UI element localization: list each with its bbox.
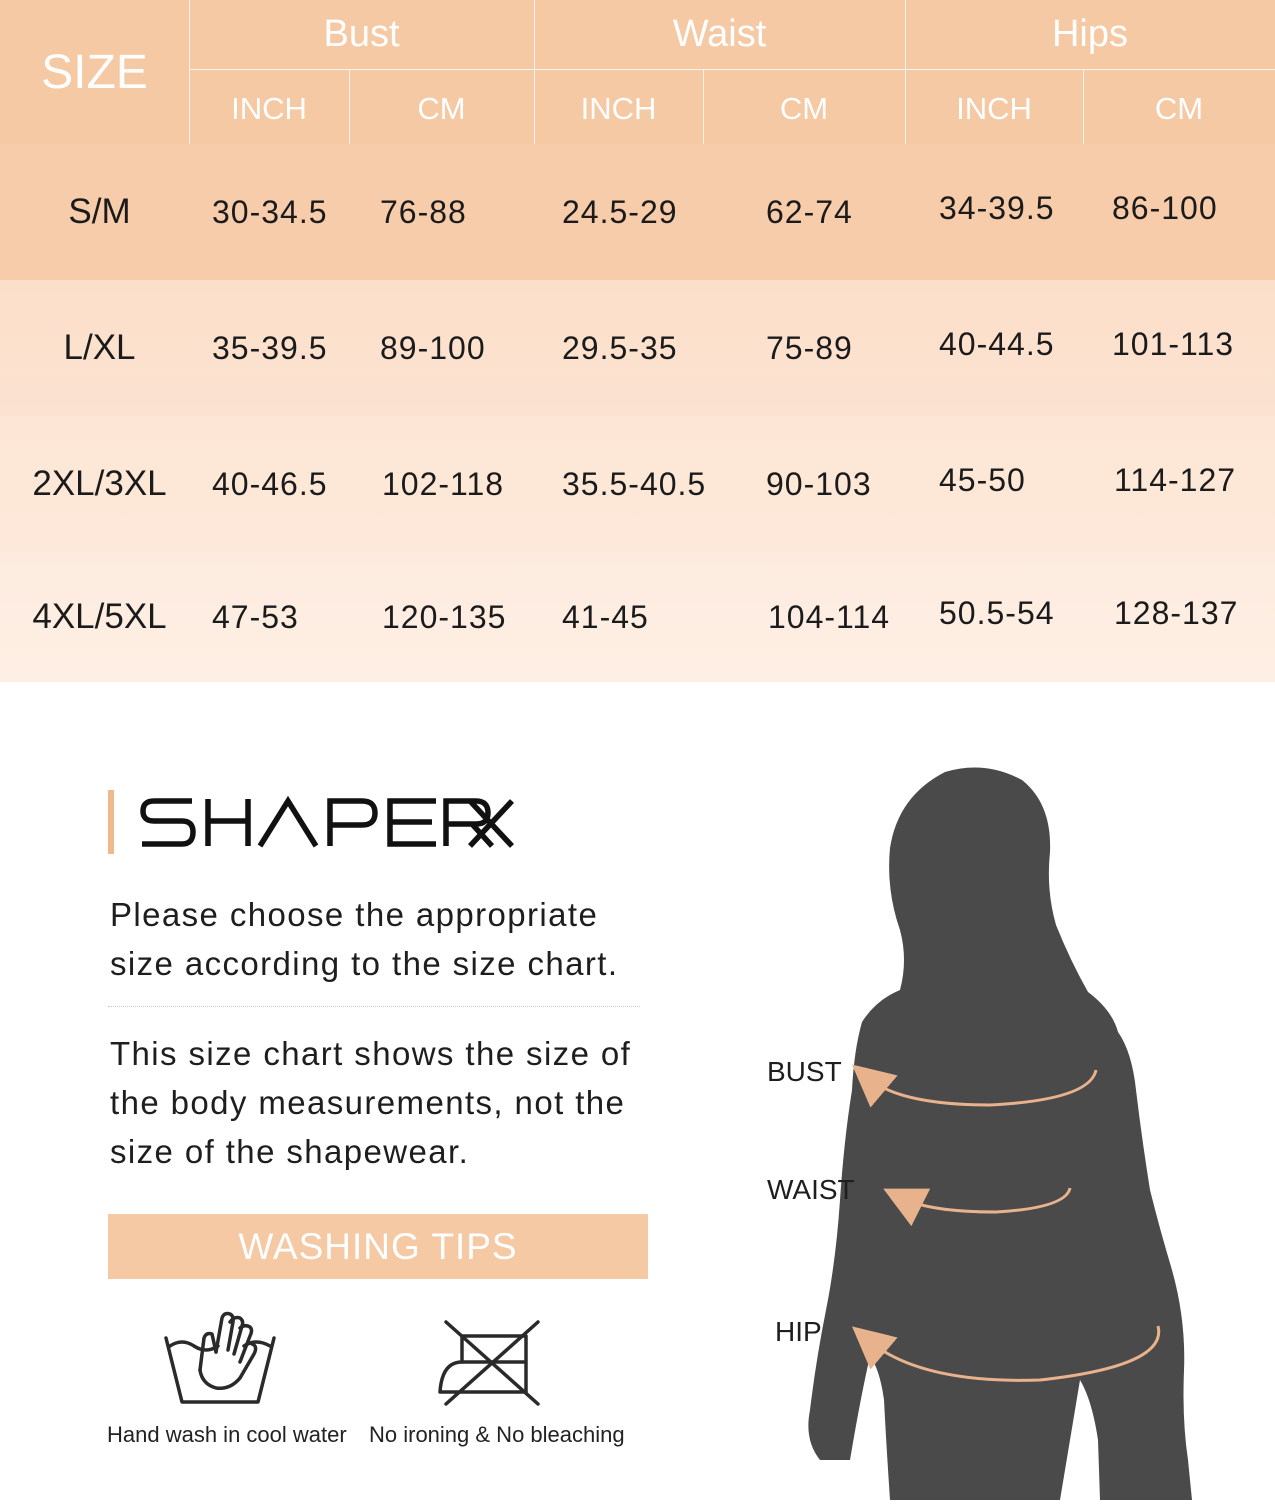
size-cell: S/M xyxy=(68,192,131,231)
no-iron-icon xyxy=(434,1318,544,1408)
group-header-bust: Bust xyxy=(323,12,400,55)
unit-header-waist-cm: CM xyxy=(779,91,829,126)
measurement-note-text: This size chart shows the size of the body measurements, not the size of the shapewear. xyxy=(110,1035,632,1170)
size-column-header: SIZE xyxy=(41,45,148,99)
waist-inch-cell: 29.5-35 xyxy=(562,329,678,366)
unit-header-waist-inch: INCH xyxy=(580,91,657,126)
size-cell: L/XL xyxy=(63,328,136,367)
waist-inch-cell: 24.5-29 xyxy=(562,193,678,230)
table-row xyxy=(0,416,1275,552)
bust-cm-cell: 102-118 xyxy=(382,465,505,502)
size-cell: 2XL/3XL xyxy=(32,464,167,503)
table-row xyxy=(0,280,1275,416)
bust-cm-cell: 76-88 xyxy=(380,193,467,230)
waist-cm-cell: 104-114 xyxy=(768,598,891,635)
hips-cm-cell: 101-113 xyxy=(1112,325,1235,362)
group-header-waist: Waist xyxy=(672,12,767,55)
bust-inch-cell: 47-53 xyxy=(212,598,299,635)
hips-inch-cell: 40-44.5 xyxy=(939,325,1055,362)
hips-cm-cell: 86-100 xyxy=(1112,189,1218,226)
size-chart-table xyxy=(0,0,1275,682)
text-divider xyxy=(108,1006,640,1007)
group-header-hips: Hips xyxy=(1051,12,1129,55)
waist-inch-cell: 41-45 xyxy=(562,598,649,635)
bust-inch-cell: 40-46.5 xyxy=(212,465,328,502)
hips-inch-cell: 45-50 xyxy=(939,461,1026,498)
no-iron-label: No ironing & No bleaching xyxy=(369,1422,625,1447)
table-row xyxy=(0,144,1275,280)
hips-cm-cell: 128-137 xyxy=(1114,594,1239,631)
waist-cm-cell: 90-103 xyxy=(766,465,872,502)
bust-inch-cell: 30-34.5 xyxy=(212,193,328,230)
table-row xyxy=(0,552,1275,682)
woman-silhouette-icon xyxy=(740,760,1240,1500)
unit-header-bust-cm: CM xyxy=(417,91,466,126)
hips-inch-cell: 50.5-54 xyxy=(939,594,1055,631)
unit-header-hips-cm: CM xyxy=(1154,91,1204,126)
hip-label: HIP xyxy=(775,1316,822,1347)
shaperx-logo xyxy=(140,796,515,852)
washing-tips-banner: WASHING TIPS xyxy=(108,1214,648,1279)
waist-cm-cell: 62-74 xyxy=(766,193,853,230)
bust-cm-cell: 120-135 xyxy=(382,598,507,635)
unit-header-bust-inch: INCH xyxy=(231,91,307,126)
hips-cm-cell: 114-127 xyxy=(1114,461,1237,498)
waist-cm-cell: 75-89 xyxy=(766,329,853,366)
brand-accent-bar xyxy=(108,790,114,854)
bust-label: BUST xyxy=(767,1056,842,1087)
hips-inch-cell: 34-39.5 xyxy=(939,189,1055,226)
hand-wash-icon xyxy=(160,1308,280,1406)
size-advice-text: Please choose the appropriate size according to the size chart. xyxy=(110,896,619,982)
waist-label: WAIST xyxy=(767,1174,855,1205)
bust-cm-cell: 89-100 xyxy=(380,329,486,366)
body-measurement-figure xyxy=(740,760,1240,1500)
unit-header-hips-inch: INCH xyxy=(956,91,1032,126)
bust-inch-cell: 35-39.5 xyxy=(212,329,328,366)
size-cell: 4XL/5XL xyxy=(32,597,167,636)
hand-wash-label: Hand wash in cool water xyxy=(107,1422,347,1447)
waist-inch-cell: 35.5-40.5 xyxy=(562,465,707,502)
